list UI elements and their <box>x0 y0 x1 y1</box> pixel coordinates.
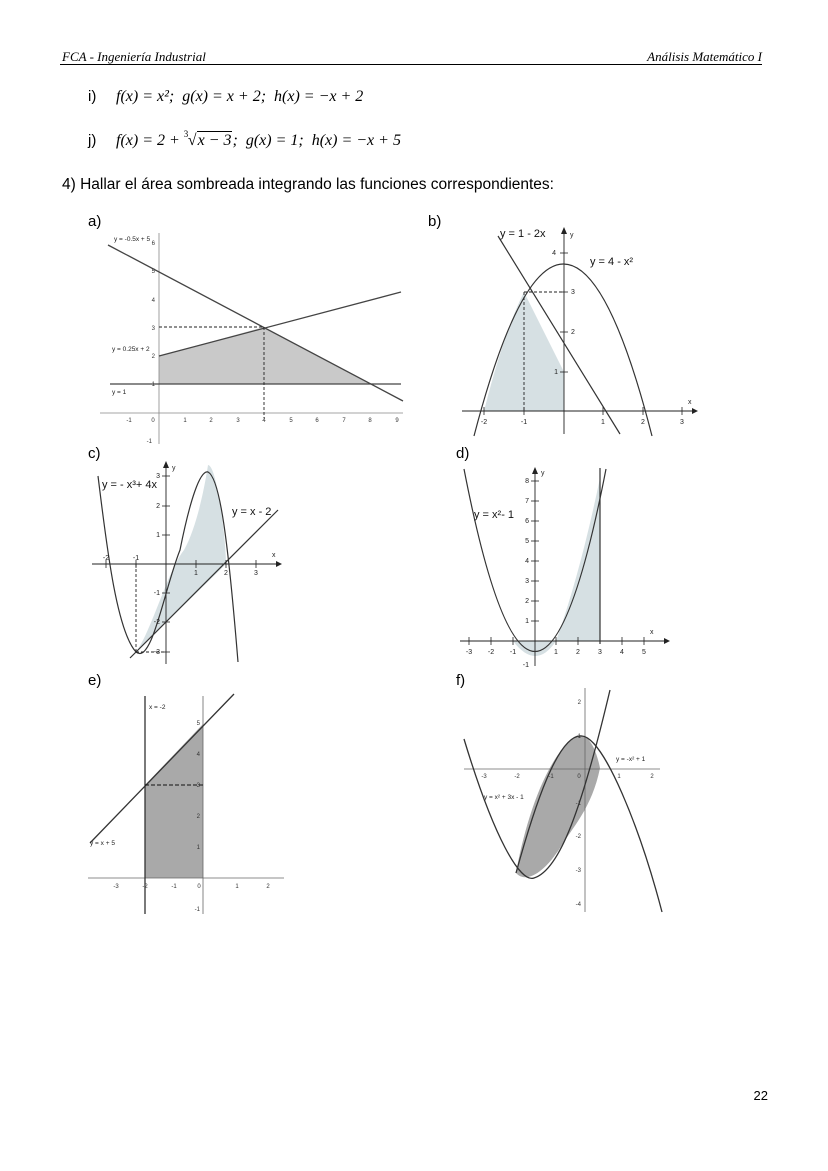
plot-d-xtick: 5 <box>642 649 646 656</box>
plot-e-ytick: 5 <box>196 721 200 727</box>
equation-i-f: f(x) = x²; <box>116 88 175 105</box>
plot-a-ytick: 1 <box>151 382 155 388</box>
plot-e-ytick: 1 <box>196 845 200 851</box>
plot-c-eq1-label: y = - x³+ 4x <box>102 479 158 491</box>
plot-a-eq3-label: y = 1 <box>112 389 127 396</box>
plot-d-ytick: 4 <box>525 558 529 565</box>
plot-c <box>90 460 290 666</box>
plot-d-ytick: 6 <box>525 518 529 525</box>
plot-c-shaded-region <box>136 465 226 652</box>
plot-c-xtick: -2 <box>102 555 110 562</box>
plot-f-ytick: 1 <box>577 734 581 740</box>
plot-d-x-arrow-icon <box>664 638 670 644</box>
plot-d-y-arrow-icon <box>532 467 538 474</box>
plot-d-ytick: -1 <box>522 662 529 669</box>
plot-e-ytick: -1 <box>194 907 200 913</box>
plot-b-xtick: -2 <box>480 419 488 426</box>
plot-d-ytick: 2 <box>525 598 529 605</box>
plot-a-ytick: 2 <box>151 354 155 360</box>
plot-c-eq2-label: y = x - 2 <box>232 506 272 518</box>
plot-e <box>88 692 288 916</box>
radical-icon: √ <box>187 132 197 149</box>
plot-f-xtick: -3 <box>481 774 487 780</box>
plot-d-yname: y <box>541 470 545 477</box>
page-number: 22 <box>753 1088 768 1103</box>
plot-b-xtick: -1 <box>520 419 528 426</box>
plot-b-ytick: 2 <box>571 329 575 336</box>
plot-a-ytick: 5 <box>151 269 155 275</box>
cube-root-body: x − 3 <box>197 132 232 149</box>
plot-c-xname: x <box>272 552 276 559</box>
plot-b-xtick: 1 <box>601 419 605 426</box>
header-rule <box>60 64 762 65</box>
plot-d-xtick: 1 <box>554 649 558 656</box>
plot-d <box>458 464 678 670</box>
equation-j <box>88 129 401 150</box>
plot-a-xtick: -1 <box>126 418 132 424</box>
plot-d-xtick: -2 <box>487 649 495 656</box>
plot-d-ytick: 3 <box>525 578 529 585</box>
plot-d-xtick: 4 <box>620 649 624 656</box>
plot-a-ytick: -1 <box>146 439 152 445</box>
plot-c-ytick: -1 <box>153 590 160 597</box>
plot-d-xtick: 3 <box>598 649 602 656</box>
plot-d-eq1-label: y = x²- 1 <box>474 509 515 521</box>
plot-b-eq2-label: y = 4 - x² <box>590 256 634 268</box>
plot-a-xtick: 2 <box>209 418 213 424</box>
plot-f-ytick: -2 <box>575 834 581 840</box>
plot-e-xtick: -3 <box>113 884 119 890</box>
plot-e-xtick: 0 <box>197 884 201 890</box>
plot-c-yname: y <box>172 465 176 472</box>
cube-root-index: 3 <box>183 129 189 139</box>
plot-b-yname: y <box>570 232 574 239</box>
plot-c-xtick: 2 <box>224 570 228 577</box>
plot-f-xtick: -1 <box>548 774 554 780</box>
plot-a-shaded-region <box>159 327 371 384</box>
task-statement: 4) Hallar el área sombreada integrando las funciones correspondientes: <box>62 176 554 193</box>
plot-f-xtick: -2 <box>514 774 520 780</box>
plot-b-y-arrow-icon <box>561 227 567 234</box>
plot-d-xtick: -3 <box>465 649 473 656</box>
plot-a-xtick: 1 <box>183 418 187 424</box>
plot-a-xtick: 5 <box>289 418 293 424</box>
plot-c-ytick: 2 <box>156 503 160 510</box>
plot-a-ytick: 6 <box>151 241 155 247</box>
plot-c-ytick: 3 <box>156 473 160 480</box>
plot-b-xtick: 3 <box>680 419 684 426</box>
plot-e-shaded-region <box>145 724 203 878</box>
plot-c-xtick: 1 <box>194 570 198 577</box>
plot-b-eq1-label: y = 1 - 2x <box>500 228 546 240</box>
plot-a-xtick: 8 <box>368 418 372 424</box>
plot-f-label: f) <box>456 672 466 689</box>
plot-e-label: e) <box>88 672 102 689</box>
equation-i-h: h(x) = −x + 2 <box>274 88 364 105</box>
plot-c-xtick: 3 <box>254 570 258 577</box>
plot-f <box>464 688 664 914</box>
plot-a-eq2-label: y = 0.25x + 2 <box>112 346 150 353</box>
plot-d-xtick: -1 <box>509 649 517 656</box>
equation-i-g: g(x) = x + 2; <box>182 88 267 105</box>
plot-d-ytick: 5 <box>525 538 529 545</box>
equation-j-h: h(x) = −x + 5 <box>311 132 401 149</box>
plot-e-ytick: 3 <box>196 783 200 789</box>
plot-e-eq1-label: x = -2 <box>149 704 166 711</box>
header-left: FCA - Ingeniería Industrial <box>62 49 206 64</box>
equation-j-g: g(x) = 1; <box>245 132 304 149</box>
plot-a <box>100 228 405 446</box>
plot-b-xname: x <box>688 399 692 406</box>
plot-b <box>460 222 700 436</box>
plot-f-ytick: 2 <box>577 700 581 706</box>
plot-c-y-arrow-icon <box>163 461 169 468</box>
plot-f-eq2-label: y = x² + 3x - 1 <box>484 794 524 801</box>
equation-i-label: i) <box>88 88 97 105</box>
plot-a-xtick: 6 <box>315 418 319 424</box>
equation-j-label: j) <box>88 132 97 149</box>
plot-e-xtick: 1 <box>235 884 239 890</box>
plot-c-xtick: -1 <box>132 555 140 562</box>
plot-c-ytick: -3 <box>153 649 160 656</box>
plot-b-ytick: 1 <box>554 369 558 376</box>
plot-a-xtick: 0 <box>151 418 155 424</box>
header-right: Análisis Matemático I <box>647 49 762 64</box>
plot-c-x-arrow-icon <box>276 561 282 567</box>
plot-f-ytick: -1 <box>575 801 581 807</box>
plot-b-x-arrow-icon <box>692 408 698 414</box>
plot-e-eq2-label: y = x + 5 <box>90 840 115 847</box>
plot-b-ytick: 4 <box>552 250 556 257</box>
plot-c-ytick: 1 <box>156 532 160 539</box>
plot-d-xtick: 2 <box>576 649 580 656</box>
plot-a-xtick: 4 <box>262 418 266 424</box>
plot-e-xtick: -1 <box>171 884 177 890</box>
plot-f-eq1-label: y = -x² + 1 <box>616 756 646 763</box>
plot-c-label: c) <box>88 445 101 462</box>
plot-d-ytick: 7 <box>525 498 529 505</box>
plot-a-label: a) <box>88 213 102 230</box>
plot-b-xtick: 2 <box>641 419 645 426</box>
plot-a-xtick: 3 <box>236 418 240 424</box>
plot-c-ytick: -2 <box>153 619 160 626</box>
plot-b-label: b) <box>428 213 442 230</box>
plot-d-ytick: 1 <box>525 618 529 625</box>
plot-f-xtick: 0 <box>577 774 581 780</box>
plot-f-xtick: 1 <box>617 774 621 780</box>
cube-root <box>183 129 233 150</box>
plot-a-xtick: 9 <box>395 418 399 424</box>
equation-j-f-prefix: f(x) = 2 + <box>116 132 184 149</box>
plot-d-label: d) <box>456 445 470 462</box>
plot-a-ytick: 3 <box>151 326 155 332</box>
plot-f-ytick: -4 <box>575 902 581 908</box>
plot-e-ytick: 4 <box>196 752 200 758</box>
equation-i <box>88 88 363 106</box>
plot-a-eq1-label: y = -0.5x + 5 <box>114 236 151 243</box>
equation-j-f-suffix: ; <box>232 132 238 149</box>
plot-e-xtick: -2 <box>142 884 148 890</box>
plot-e-xtick: 2 <box>266 884 270 890</box>
plot-d-ytick: 8 <box>525 478 529 485</box>
plot-e-ytick: 2 <box>196 814 200 820</box>
plot-a-xtick: 7 <box>342 418 346 424</box>
plot-a-ytick: 4 <box>151 298 155 304</box>
plot-f-xtick: 2 <box>650 774 654 780</box>
plot-d-xname: x <box>650 629 654 636</box>
plot-b-ytick: 3 <box>571 289 575 296</box>
plot-f-ytick: -3 <box>575 868 581 874</box>
